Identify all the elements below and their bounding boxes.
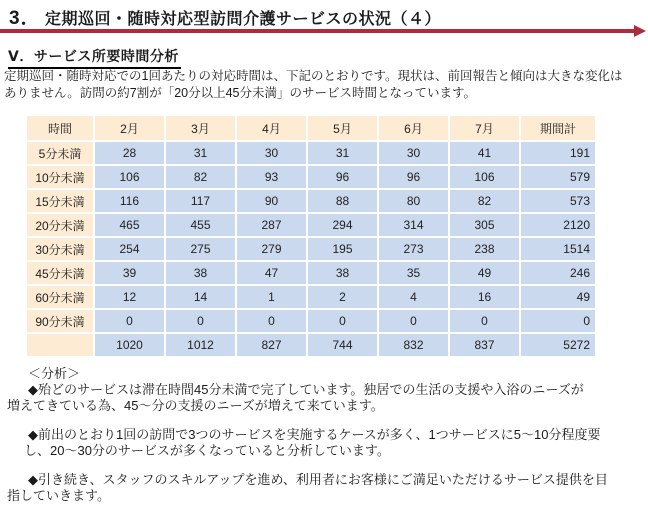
analysis-bullet xyxy=(0,427,648,459)
table-row xyxy=(27,238,595,260)
value-cell: 0 xyxy=(166,310,235,332)
time-label-cell: 90分未満 xyxy=(27,310,93,332)
value-cell: 455 xyxy=(166,214,235,236)
analysis-heading: ＜分析＞ xyxy=(28,366,81,381)
value-cell: 0 xyxy=(308,310,377,332)
value-cell: 90 xyxy=(237,190,306,212)
section-heading: Ⅴ．サービス所要時間分析 xyxy=(8,46,181,69)
time-label-cell: 60分未満 xyxy=(27,286,93,308)
value-cell: 275 xyxy=(166,238,235,260)
time-label-cell: 45分未満 xyxy=(27,262,93,284)
value-cell: 31 xyxy=(166,142,235,164)
value-cell: 28 xyxy=(95,142,164,164)
intro-line: 定期巡回・随時対応での1回あたりの対応時間は、下記のとおりです。現状は、前回報告と傾向は大きな変化は xyxy=(4,69,623,83)
table-row xyxy=(27,310,595,332)
analysis-line: ◆引き続き、スタッフのスキルアップを進め、利用者にお客様にご満足いただけるサービス提供を目 xyxy=(28,472,608,487)
table-row xyxy=(27,190,595,212)
value-cell: 254 xyxy=(95,238,164,260)
value-cell: 12 xyxy=(95,286,164,308)
period-total-cell: 0 xyxy=(521,310,595,332)
value-cell: 273 xyxy=(379,238,448,260)
page-title-number: 3． xyxy=(9,8,41,29)
service-time-table xyxy=(25,114,597,358)
value-cell: 195 xyxy=(308,238,377,260)
time-label-cell: 15分未満 xyxy=(27,190,93,212)
value-cell: 82 xyxy=(450,190,519,212)
value-cell: 2 xyxy=(308,286,377,308)
value-cell: 294 xyxy=(308,214,377,236)
value-cell: 93 xyxy=(237,166,306,188)
value-cell: 238 xyxy=(450,238,519,260)
value-cell: 0 xyxy=(450,310,519,332)
value-cell: 41 xyxy=(450,142,519,164)
title-divider-line xyxy=(0,29,635,33)
value-cell: 465 xyxy=(95,214,164,236)
page-title-text: 定期巡回・随時対応型訪問介護サービスの状況（４） xyxy=(45,11,442,28)
value-cell: 14 xyxy=(166,286,235,308)
analysis-section xyxy=(0,366,648,517)
value-cell: 39 xyxy=(95,262,164,284)
table-header-cell: 時間 xyxy=(27,116,93,140)
table-row xyxy=(27,262,595,284)
value-cell: 49 xyxy=(450,262,519,284)
table-row xyxy=(27,286,595,308)
time-label-cell: 20分未満 xyxy=(27,214,93,236)
value-cell: 16 xyxy=(450,286,519,308)
period-total-cell: 579 xyxy=(521,166,595,188)
value-cell: 1020 xyxy=(95,334,164,356)
value-cell: 116 xyxy=(95,190,164,212)
value-cell: 31 xyxy=(308,142,377,164)
analysis-bullet xyxy=(0,472,648,504)
intro-paragraph xyxy=(4,68,646,101)
table-total-row xyxy=(27,334,595,356)
period-total-cell: 246 xyxy=(521,262,595,284)
value-cell: 0 xyxy=(95,310,164,332)
value-cell: 287 xyxy=(237,214,306,236)
value-cell: 106 xyxy=(450,166,519,188)
value-cell: 96 xyxy=(308,166,377,188)
period-total-cell: 2120 xyxy=(521,214,595,236)
period-total-cell: 49 xyxy=(521,286,595,308)
period-total-cell: 191 xyxy=(521,142,595,164)
value-cell: 88 xyxy=(308,190,377,212)
table-header-cell: 2月 xyxy=(95,116,164,140)
table-header-cell: 期間計 xyxy=(521,116,595,140)
value-cell: 82 xyxy=(166,166,235,188)
table-header-cell: 4月 xyxy=(237,116,306,140)
value-cell: 837 xyxy=(450,334,519,356)
analysis-line: ◆殆どのサービスは滞在時間45分未満で完了しています。独居での生活の支援や入浴のニーズが xyxy=(28,382,584,397)
table-row xyxy=(27,214,595,236)
period-total-cell: 1514 xyxy=(521,238,595,260)
value-cell: 96 xyxy=(379,166,448,188)
analysis-line: 指していきます。 xyxy=(7,488,110,503)
value-cell: 314 xyxy=(379,214,448,236)
table-row xyxy=(27,142,595,164)
analysis-line: ◆前出のとおり1回の訪問で3つのサービスを実施するケースが多く、1つサービスに5～10分程度要 xyxy=(28,427,601,442)
table-header-cell: 5月 xyxy=(308,116,377,140)
value-cell: 0 xyxy=(237,310,306,332)
value-cell: 832 xyxy=(379,334,448,356)
page-title xyxy=(9,3,441,30)
value-cell: 827 xyxy=(237,334,306,356)
analysis-bullet xyxy=(0,382,648,414)
period-total-cell: 573 xyxy=(521,190,595,212)
intro-line: ありません。訪問の約7割が「20分以上45分未満」のサービス時間となっています。 xyxy=(4,85,477,100)
value-cell: 80 xyxy=(379,190,448,212)
value-cell: 30 xyxy=(237,142,306,164)
value-cell: 1 xyxy=(237,286,306,308)
value-cell: 1012 xyxy=(166,334,235,356)
table-header-cell: 6月 xyxy=(379,116,448,140)
value-cell: 117 xyxy=(166,190,235,212)
value-cell: 38 xyxy=(308,262,377,284)
table-header-cell: 7月 xyxy=(450,116,519,140)
table-header-row xyxy=(27,116,595,140)
time-label-cell xyxy=(27,334,93,356)
table-header-cell: 3月 xyxy=(166,116,235,140)
time-label-cell: 10分未満 xyxy=(27,166,93,188)
analysis-line: し、20～30分のサービスが多くなっていると分析しています。 xyxy=(24,443,390,458)
value-cell: 0 xyxy=(379,310,448,332)
analysis-line: 増えてきている為、45～分の支援のニーズが増えて来ています。 xyxy=(7,398,384,413)
divider-arrow-icon xyxy=(634,25,646,37)
value-cell: 38 xyxy=(166,262,235,284)
value-cell: 305 xyxy=(450,214,519,236)
value-cell: 47 xyxy=(237,262,306,284)
value-cell: 30 xyxy=(379,142,448,164)
time-label-cell: 5分未満 xyxy=(27,142,93,164)
value-cell: 106 xyxy=(95,166,164,188)
time-label-cell: 30分未満 xyxy=(27,238,93,260)
table-row xyxy=(27,166,595,188)
value-cell: 4 xyxy=(379,286,448,308)
period-total-cell: 5272 xyxy=(521,334,595,356)
value-cell: 744 xyxy=(308,334,377,356)
value-cell: 279 xyxy=(237,238,306,260)
value-cell: 35 xyxy=(379,262,448,284)
